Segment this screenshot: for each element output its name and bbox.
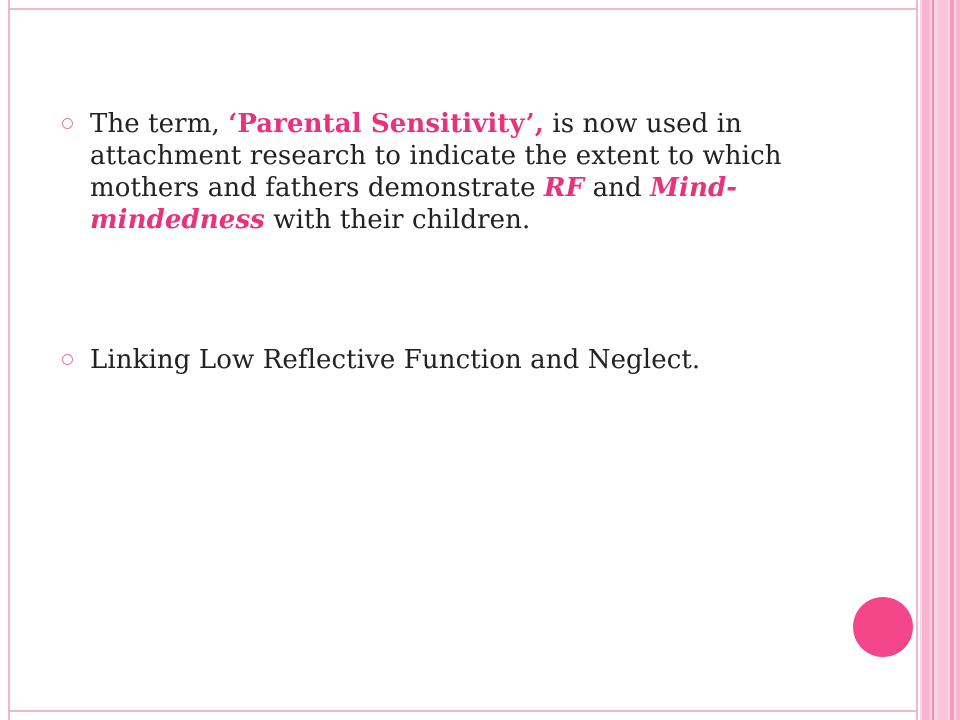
bullet-text: Linking Low Reflective Function and Neglect. bbox=[90, 345, 701, 375]
side-stripe bbox=[922, 0, 930, 720]
bullet-circle-icon bbox=[62, 118, 73, 129]
side-stripe bbox=[956, 0, 960, 720]
decorative-circle bbox=[853, 597, 913, 657]
bullet-item-low-reflective-function bbox=[60, 344, 820, 376]
frame-left-line bbox=[8, 0, 10, 720]
bullet-circle-icon bbox=[62, 354, 73, 365]
side-stripe bbox=[932, 0, 934, 720]
bullet-text-part: is now used in attachment research to indicate the extent to which mothers and fathers demonstrate bbox=[90, 109, 782, 203]
bullet-text-part: The term, bbox=[90, 109, 229, 139]
frame-bottom-line bbox=[8, 710, 918, 712]
bullet-text-part: with their children. bbox=[264, 205, 531, 235]
frame-right-line bbox=[916, 0, 918, 720]
side-stripe bbox=[938, 0, 948, 720]
frame-top-line bbox=[8, 8, 918, 10]
bullet-item-parental-sensitivity bbox=[60, 108, 820, 236]
term-mind-mindedness: Mind-mindedness bbox=[90, 173, 738, 235]
slide-content bbox=[60, 108, 820, 376]
term-parental-sensitivity: ‘Parental Sensitivity’, bbox=[228, 109, 544, 139]
term-rf: RF bbox=[543, 173, 585, 203]
bullet-text-part: and bbox=[584, 173, 651, 203]
side-stripe bbox=[950, 0, 954, 720]
